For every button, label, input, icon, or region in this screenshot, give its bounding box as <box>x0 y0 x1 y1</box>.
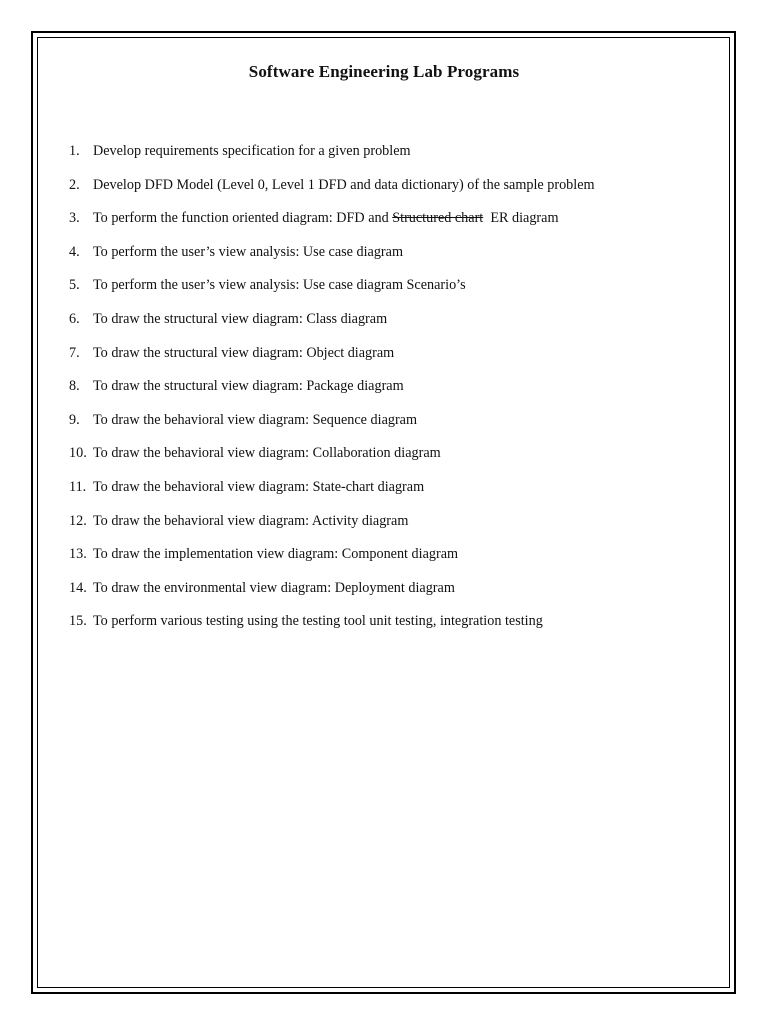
item-number: 8. <box>69 378 80 395</box>
list-item <box>69 276 595 310</box>
struck-through-text: Structured chart <box>392 210 484 227</box>
list-item <box>69 545 595 579</box>
list-item <box>69 444 595 478</box>
item-text: To perform the user’s view analysis: Use case diagram Scenario’s <box>93 277 466 294</box>
item-number: 13. <box>69 546 87 563</box>
item-text: To draw the behavioral view diagram: State-chart diagram <box>93 478 425 495</box>
item-text-before: To perform the function oriented diagram: DFD and <box>93 210 393 227</box>
item-number: 3. <box>69 210 80 227</box>
list-item <box>69 176 595 210</box>
list-item <box>69 512 595 546</box>
item-text: To draw the implementation view diagram: Component diagram <box>93 546 459 563</box>
item-number: 10. <box>69 445 87 462</box>
item-text: To perform various testing using the testing tool unit testing, integration testing <box>93 613 543 630</box>
list-item <box>69 209 595 243</box>
item-text: To draw the environmental view diagram: Deployment diagram <box>93 579 455 596</box>
item-text: To draw the structural view diagram: Object diagram <box>93 344 395 361</box>
item-text: To draw the structural view diagram: Package diagram <box>93 378 404 395</box>
item-number: 4. <box>69 243 80 260</box>
item-text-after: ER diagram <box>483 210 559 227</box>
item-text: To draw the structural view diagram: Class diagram <box>93 310 388 327</box>
item-text: To draw the behavioral view diagram: Sequence diagram <box>93 411 418 428</box>
list-item <box>69 579 595 613</box>
program-list <box>69 142 595 646</box>
item-number: 9. <box>69 411 80 428</box>
item-number: 6. <box>69 310 80 327</box>
item-number: 1. <box>69 143 80 159</box>
item-number: 5. <box>69 277 80 294</box>
item-text: Develop requirements specification for a given problem <box>93 143 411 159</box>
item-number: 15. <box>69 613 87 630</box>
item-text: To draw the behavioral view diagram: Activity diagram <box>93 512 409 529</box>
document-title: Software Engineering Lab Programs <box>248 62 520 81</box>
list-item <box>69 310 595 344</box>
list-item <box>69 377 595 411</box>
item-number: 7. <box>69 344 80 361</box>
item-number: 2. <box>69 176 80 193</box>
list-item <box>69 142 595 176</box>
item-number: 11. <box>69 478 87 495</box>
item-text: Develop DFD Model (Level 0, Level 1 DFD and data dictionary) of the sample problem <box>93 176 595 193</box>
item-number: 12. <box>69 512 87 529</box>
item-number: 14. <box>69 579 87 596</box>
item-text <box>93 209 559 227</box>
item-text: To perform the user’s view analysis: Use case diagram <box>93 243 403 260</box>
list-item <box>69 243 595 277</box>
list-item <box>69 478 595 512</box>
list-item <box>69 612 595 646</box>
list-item <box>69 411 595 445</box>
item-text: To draw the behavioral view diagram: Collaboration diagram <box>93 445 441 462</box>
list-item <box>69 344 595 378</box>
